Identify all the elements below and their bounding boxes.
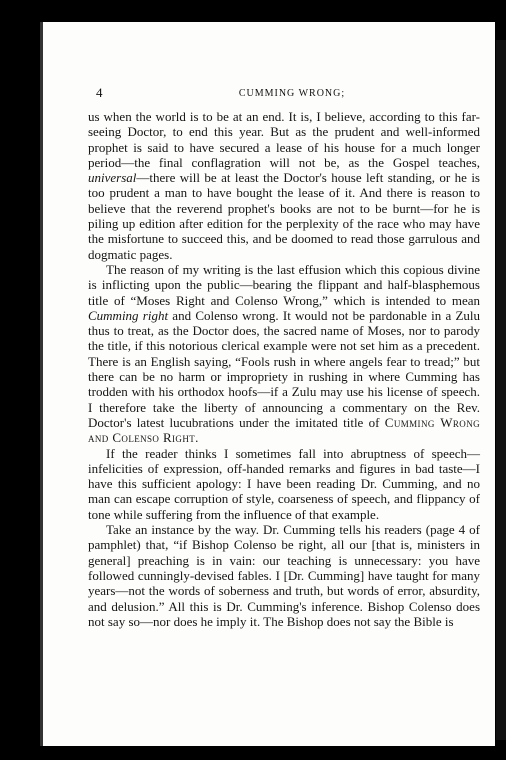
text-run: us when the world is to be at an end. It is, I believe, according to this far-seeing Doctor, to end this year. But as the prudent and well-informed prophet is said to have secured a lease of his house for a much longer period—the final conflagration will not be, as the Gospel teaches,: [88, 109, 480, 170]
running-title: CUMMING WRONG;: [238, 88, 346, 99]
page-number: 4: [96, 85, 104, 100]
text-run: Cumming Wrong and Colenso Right: [88, 414, 480, 446]
paragraph-3: [88, 446, 480, 522]
paragraph-4: [88, 522, 480, 629]
text-run: universal: [88, 170, 137, 186]
text-run: and Colenso wrong. It would not be pardonable in a Zulu thus to treat, as the Doctor does, the sacred name of Moses, nor to parody the title, if this notorious clerical example were not set him as a precedent. There is an English saying, “Fools rush in where angels fear to tread;” but there can be no harm or impropriety in rushing in where Cumming has trodden with his orthodox hoofs—if a Zulu may use his license of speech. I therefore take the liberty of announcing a commentary on the Rev. Doctor's latest lucubrations under the imitated title of: [88, 307, 480, 430]
text-run: Cumming right: [88, 307, 169, 323]
paragraph-1: [88, 109, 480, 262]
page-body: [88, 109, 480, 629]
page-header: [96, 85, 488, 105]
text-run: —there will be at least the Doctor's house left standing, or he is too prudent a man to have bought the lease of it. And there is reason to believe that the reverend prophet's books are not to be burnt—for he is piling up edition after edition for the perplexity of the race who may have the misfortune to succeed this, and be doomed to read those garrulous and dogmatic pages.: [88, 170, 480, 262]
text-run: The reason of my writing is the last effusion which this copious divine is inflicting upon the public—bearing the flippant and half-blasphemous title of “Moses Right and Colenso Wrong,” which is intended to mean: [88, 261, 480, 308]
paragraph-2: [88, 262, 480, 446]
text-run: If the reader thinks I sometimes fall into abruptness of speech—infelicities of expression, off-handed remarks and figures in bad taste—I have this sufficient apology: I have been reading Dr. Cumming, and no man can escape corruption of style, coarseness of speech, and flippancy of tone while suffering from the influence of that example.: [88, 445, 480, 522]
text-run: Take an instance by the way. Dr. Cumming tells his readers (page 4 of pamphlet) that, “if Bishop Colenso be right, all our [that is, ministers in general] preaching is in vain: our teaching is unnecessary: you have followed cunningly-devised fables. I [Dr. Cumming] have taught for many years—not the words of soberness and truth, but words of error, absurdity, and delusion.” All this is Dr. Cumming's inference. Bishop Colenso does not say so—nor does he imply it. The Bishop does not say the Bible is: [88, 522, 480, 629]
page-edge-shadow: [496, 40, 506, 740]
text-run: .: [195, 430, 199, 446]
